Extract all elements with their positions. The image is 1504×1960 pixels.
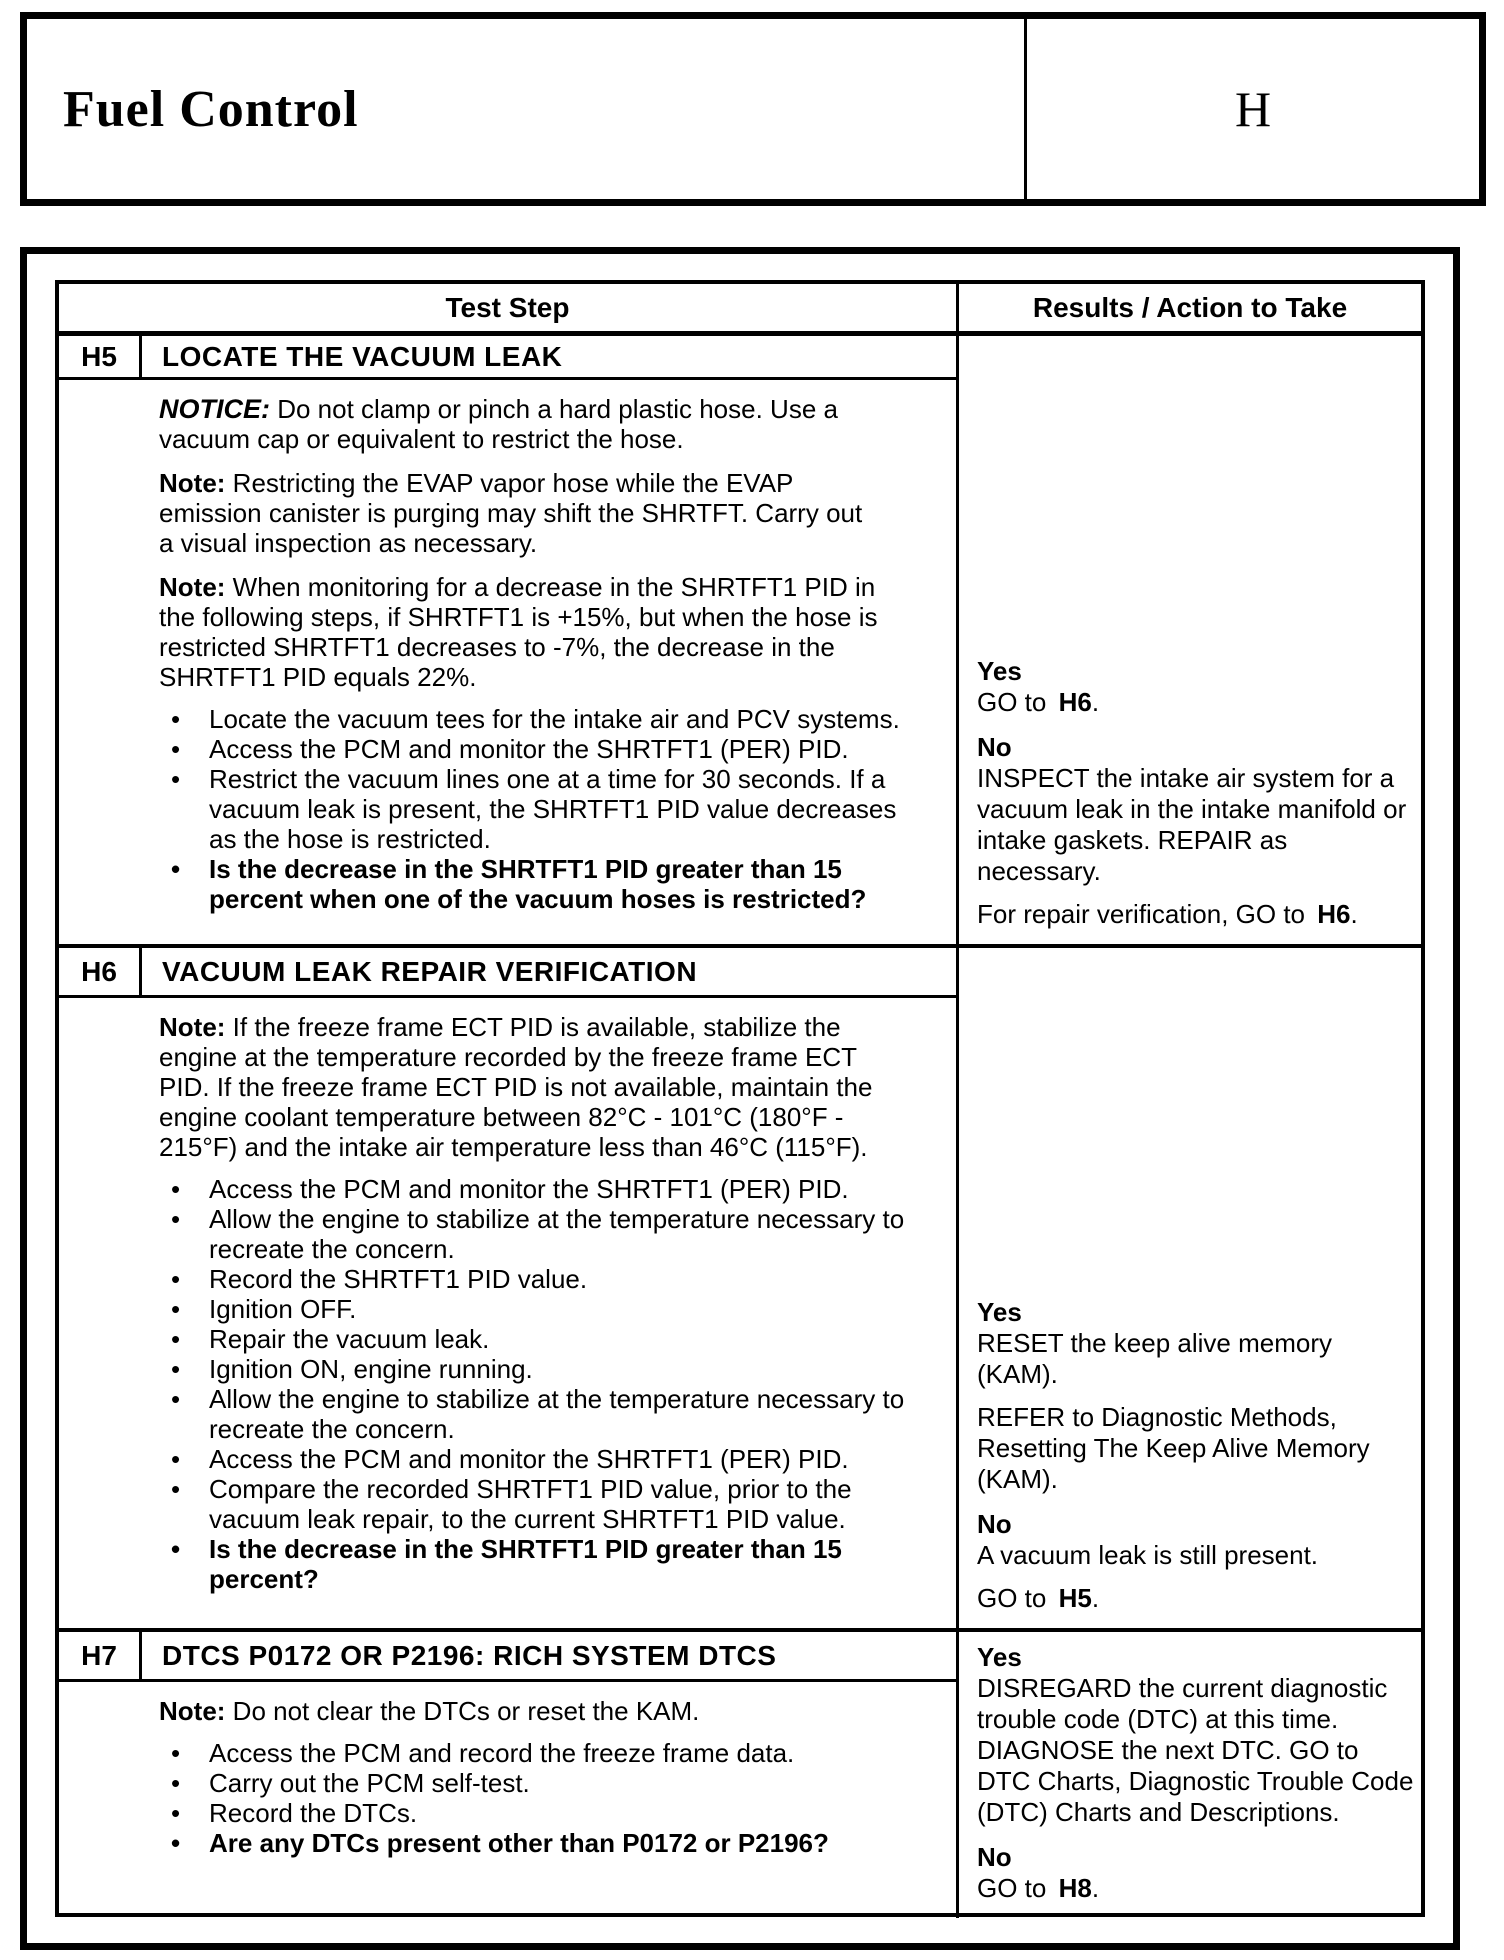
step-reference: H5: [1058, 1583, 1092, 1613]
bullet-item: [159, 1768, 906, 1798]
bullet-icon: •: [171, 1444, 181, 1474]
step-bullet-list: [159, 704, 906, 914]
bullet-icon: •: [171, 1204, 181, 1234]
bullet-item: [159, 1324, 906, 1354]
result-action-text: A vacuum leak is still present.: [977, 1540, 1319, 1570]
step-reference: H8: [1058, 1873, 1092, 1903]
pinpoint-test-box: [20, 247, 1460, 1950]
result-action-text: For repair verification, GO to H6.: [977, 899, 1358, 929]
question-bullet-item: [159, 1828, 906, 1858]
bullet-icon: •: [171, 1264, 181, 1294]
bullet-item: [159, 1738, 906, 1768]
bullet-text: Compare the recorded SHRTFT1 PID value, prior to the vacuum leak repair, to the current SHRTFT1 PID value.: [209, 1474, 852, 1534]
bullet-item: [159, 704, 906, 734]
test-section-h5: [59, 336, 1421, 944]
step-id: H6: [59, 948, 142, 998]
step-reference: H6: [1058, 687, 1092, 717]
step-reference: H6: [1317, 899, 1351, 929]
note-label: Note:: [159, 1696, 226, 1726]
bullet-icon: •: [171, 1174, 181, 1204]
step-id: H7: [59, 1632, 142, 1682]
pinpoint-test-table: [55, 280, 1425, 1917]
page-title: Fuel Control: [63, 80, 359, 138]
bullet-icon: •: [171, 1828, 181, 1858]
result-answer: Yes: [977, 1642, 1022, 1672]
bullet-icon: •: [171, 734, 181, 764]
bullet-icon: •: [171, 1798, 181, 1828]
bullet-text: Ignition OFF.: [209, 1294, 357, 1324]
bullet-icon: •: [171, 1738, 181, 1768]
bullet-text: Are any DTCs present other than P0172 or P2196?: [209, 1828, 829, 1858]
bullet-item: [159, 1474, 906, 1534]
bullet-text: Is the decrease in the SHRTFT1 PID greater than 15 percent when one of the vacuum hoses is restricted?: [209, 854, 867, 914]
step-bullet-list: [159, 1174, 906, 1594]
step-instructions: [59, 1682, 956, 1918]
step-title: DTCS P0172 OR P2196: RICH SYSTEM DTCS: [142, 1632, 956, 1682]
bullet-icon: •: [171, 1534, 181, 1564]
step-results: [956, 336, 1421, 944]
bullet-item: [159, 734, 906, 764]
bullet-text: Record the SHRTFT1 PID value.: [209, 1264, 588, 1294]
bullet-icon: •: [171, 1324, 181, 1354]
step-instructions: [59, 998, 956, 1628]
result-action-text: REFER to Diagnostic Methods, Resetting The Keep Alive Memory (KAM).: [977, 1402, 1370, 1494]
result-block-no: [977, 1509, 1417, 1614]
document-header-section-cell: [1027, 19, 1479, 199]
result-action-text: GO to H6.: [977, 687, 1100, 717]
notice-paragraph: NOTICE: Do not clamp or pinch a hard plastic hose. Use a vacuum cap or equivalent to restrict the hose.: [159, 394, 838, 454]
note-label: Note:: [159, 572, 226, 602]
bullet-item: [159, 1204, 906, 1264]
bullet-item: [159, 1294, 906, 1324]
bullet-item: [159, 764, 906, 854]
result-block-no: [977, 1842, 1417, 1904]
bullet-item: [159, 1264, 906, 1294]
section-letter: H: [1234, 81, 1272, 137]
document-header: [20, 12, 1486, 206]
bullet-text: Access the PCM and monitor the SHRTFT1 (PER) PID.: [209, 734, 849, 764]
step-id: H5: [59, 336, 142, 380]
bullet-item: [159, 1798, 906, 1828]
column-header-test-step: Test Step: [445, 291, 570, 323]
step-title: LOCATE THE VACUUM LEAK: [142, 336, 956, 380]
result-answer: No: [977, 1842, 1012, 1872]
note-paragraph: Note: When monitoring for a decrease in the SHRTFT1 PID in the following steps, if SHRTFT1 is +15%, but when the hose is restricted SHRTFT1 decreases to -7%, the decrease in the SHRTFT1 PID equals 22%.: [159, 572, 878, 692]
bullet-text: Access the PCM and monitor the SHRTFT1 (PER) PID.: [209, 1174, 849, 1204]
bullet-icon: •: [171, 1384, 181, 1414]
bullet-text: Locate the vacuum tees for the intake air and PCV systems.: [209, 704, 900, 734]
test-section-h7: [59, 1628, 1421, 1918]
note-paragraph: Note: Do not clear the DTCs or reset the KAM.: [159, 1696, 700, 1726]
bullet-text: Ignition ON, engine running.: [209, 1354, 533, 1384]
bullet-item: [159, 1444, 906, 1474]
bullet-icon: •: [171, 764, 181, 794]
result-answer: No: [977, 732, 1012, 762]
note-label: Note:: [159, 1012, 226, 1042]
step-instructions: [59, 380, 956, 944]
bullet-icon: •: [171, 1294, 181, 1324]
bullet-text: Is the decrease in the SHRTFT1 PID greater than 15 percent?: [209, 1534, 842, 1594]
question-bullet-item: [159, 854, 906, 914]
bullet-item: [159, 1354, 906, 1384]
bullet-icon: •: [171, 704, 181, 734]
result-block-no: [977, 732, 1417, 930]
bullet-text: Allow the engine to stabilize at the temperature necessary to recreate the concern.: [209, 1204, 905, 1264]
document-header-title-cell: [27, 19, 1027, 199]
result-answer: No: [977, 1509, 1012, 1539]
result-action-text: DISREGARD the current diagnostic trouble code (DTC) at this time. DIAGNOSE the next DTC. GO to DTC Charts, Diagnostic Trouble Code (DTC) Charts and Descriptions.: [977, 1673, 1414, 1827]
bullet-icon: •: [171, 1474, 181, 1504]
step-bullet-list: [159, 1738, 906, 1858]
notice-label: NOTICE:: [159, 394, 270, 424]
bullet-text: Record the DTCs.: [209, 1798, 418, 1828]
note-label: Note:: [159, 468, 226, 498]
bullet-item: [159, 1384, 906, 1444]
result-action-text: RESET the keep alive memory (KAM).: [977, 1328, 1332, 1389]
result-action-text: GO to H8.: [977, 1873, 1100, 1903]
bullet-text: Carry out the PCM self-test.: [209, 1768, 530, 1798]
result-block-yes: [977, 656, 1417, 718]
result-answer: Yes: [977, 656, 1022, 686]
step-results: [956, 948, 1421, 1628]
bullet-text: Allow the engine to stabilize at the temperature necessary to recreate the concern.: [209, 1384, 905, 1444]
column-header-results: Results / Action to Take: [956, 284, 1421, 331]
question-bullet-item: [159, 1534, 906, 1594]
bullet-item: [159, 1174, 906, 1204]
result-answer: Yes: [977, 1297, 1022, 1327]
bullet-text: Restrict the vacuum lines one at a time for 30 seconds. If a vacuum leak is present, the SHRTFT1 PID value decreases as the hose is restricted.: [209, 764, 897, 854]
bullet-text: Repair the vacuum leak.: [209, 1324, 490, 1354]
note-paragraph: Note: Restricting the EVAP vapor hose while the EVAP emission canister is purging may shift the SHRTFT. Carry out a visual inspection as necessary.: [159, 468, 863, 558]
bullet-icon: •: [171, 854, 181, 884]
table-header-row: [59, 284, 1421, 336]
result-action-text: GO to H5.: [977, 1583, 1100, 1613]
result-action-text: INSPECT the intake air system for a vacuum leak in the intake manifold or intake gaskets. REPAIR as necessary.: [977, 763, 1407, 886]
result-block-yes: [977, 1642, 1417, 1828]
bullet-text: Access the PCM and monitor the SHRTFT1 (PER) PID.: [209, 1444, 849, 1474]
step-results: [956, 1632, 1421, 1918]
step-title: VACUUM LEAK REPAIR VERIFICATION: [142, 948, 956, 998]
bullet-icon: •: [171, 1768, 181, 1798]
bullet-text: Access the PCM and record the freeze frame data.: [209, 1738, 795, 1768]
test-section-h6: [59, 944, 1421, 1628]
note-paragraph: Note: If the freeze frame ECT PID is available, stabilize the engine at the temperature recorded by the freeze frame ECT PID. If the freeze frame ECT PID is not available, maintain the engine coolant temperature between 82°C - 101°C (180°F - 215°F) and the intake air temperature less than 46°C (115°F).: [159, 1012, 873, 1162]
bullet-icon: •: [171, 1354, 181, 1384]
result-block-yes: [977, 1297, 1417, 1495]
